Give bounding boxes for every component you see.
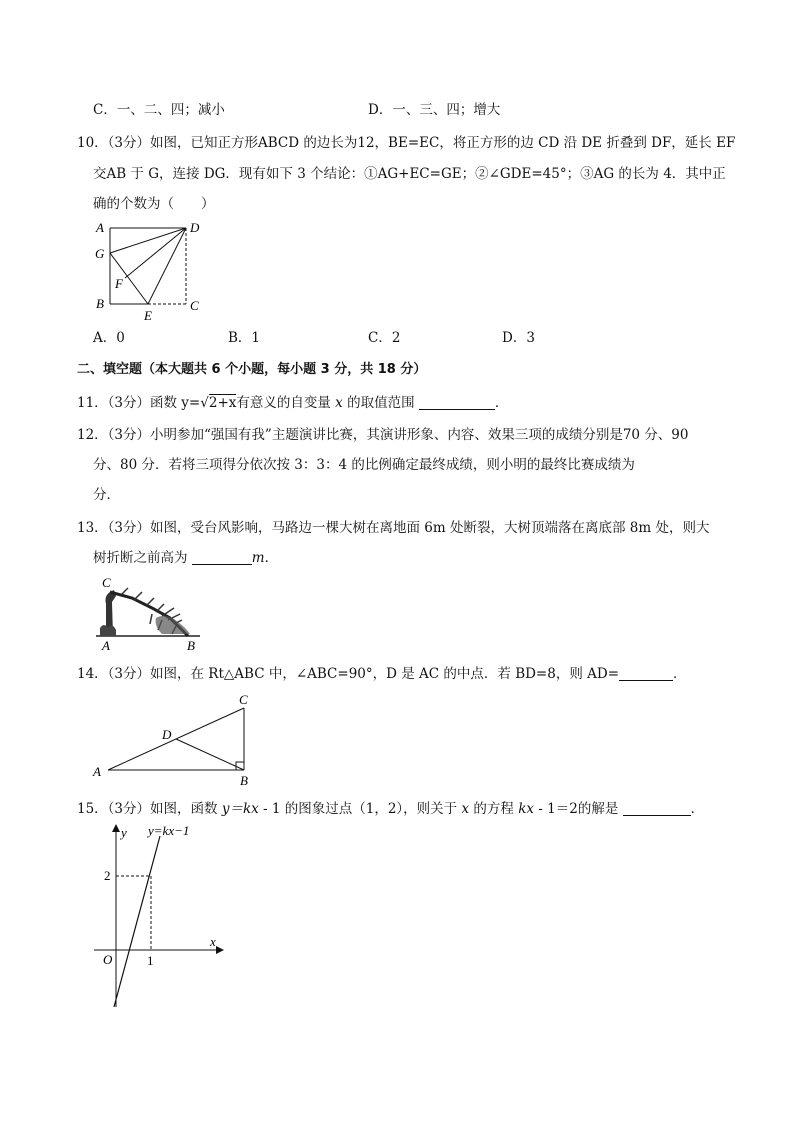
q15-answer-blank[interactable] [623, 801, 691, 816]
label-d: D [190, 220, 200, 235]
label-y: y [121, 825, 127, 840]
q11-radicand: 2+x [208, 395, 237, 411]
q11-suffix: 的取值范围 [342, 395, 415, 411]
label-origin: O [103, 952, 113, 967]
q10-option-d: D．3 [502, 330, 535, 346]
q15-func: y＝kx [221, 801, 259, 817]
label-c: C [239, 692, 248, 707]
q9-option-d: D．一、三、四；增大 [368, 102, 501, 118]
q10-line-3: 确的个数为（ ） [93, 196, 215, 212]
label-b: B [96, 296, 104, 311]
q10-option-c: C．2 [368, 330, 401, 346]
q13-line-2 [93, 543, 278, 573]
q11-mid: 有意义的自变量 [236, 395, 336, 411]
q10-option-b: B．1 [228, 330, 261, 346]
q11-line [77, 388, 508, 418]
q13-line-1: 13．（3分）如图，受台风影响，马路边一棵大树在离地面 6m 处断裂，大树顶端落在离底部 8m 处，则大 [77, 520, 710, 536]
q14-end: ． [673, 666, 687, 682]
q12-line-3: 分． [93, 487, 120, 503]
label-c: C [190, 298, 199, 313]
q15-prefix: 15．（3分）如图，函数 [77, 801, 222, 817]
q15-eq: kx [518, 801, 534, 817]
segment-dg [110, 228, 186, 253]
q13-prefix: 树折断之前高为 [93, 550, 188, 566]
function-line [114, 836, 160, 1007]
q10-line-2: 交AB 于 G，连接 DG．现有如下 3 个结论：①AG+EC=GE；②∠GDE=45°；③AG 的长为 4．其中正 [93, 166, 726, 182]
q11-var: x [335, 395, 343, 411]
label-two: 2 [104, 868, 111, 883]
q10-option-a: A．0 [93, 330, 125, 346]
segment-de [148, 228, 186, 304]
q14-answer-blank[interactable] [619, 666, 673, 681]
label-e: E [144, 308, 152, 323]
sqrt-icon: √ [200, 395, 209, 411]
tree-foliage [156, 616, 190, 634]
label-one: 1 [147, 953, 154, 968]
q15-eq-rest: - 1＝2的解是 [534, 801, 619, 817]
q10-line-1: 10．（3分）如图，已知正方形ABCD 的边长为12，BE=EC，将正方形的边 CD 沿 DE 折叠到 DF，延长 EF [77, 135, 736, 151]
q12-line-1: 12．（3分）小明参加“强国有我”主题演讲比赛，其演讲形象、内容、效果三项的成绩分别是70 分、90 [77, 427, 689, 443]
q13-end: ． [264, 550, 279, 566]
q15-var: x [461, 801, 470, 817]
q15-end: ． [690, 801, 705, 817]
q9-option-c: C．一、二、四；减小 [93, 102, 225, 118]
q10-square-figure [88, 216, 208, 324]
label-d: D [162, 727, 172, 742]
q11-answer-blank[interactable] [419, 395, 495, 410]
segment-df [125, 228, 186, 278]
q11-end: ． [494, 395, 509, 411]
right-angle-mark [236, 762, 244, 770]
label-a: A [102, 638, 110, 652]
q13-tree-figure [92, 574, 204, 652]
label-a: A [93, 764, 101, 779]
label-function: y=kx−1 [148, 823, 190, 838]
q12-line-2: 分、80 分．若将三项得分依次按 3：3：4 的比例确定最终成绩，则小明的最终比赛成绩为 [93, 457, 635, 473]
q14-line [77, 659, 687, 689]
q15-mid: 的方程 [469, 801, 519, 817]
section-2-heading: 二、填空题（本大题共 6 个小题，每小题 3 分，共 18 分） [77, 362, 427, 377]
q15-line [77, 794, 704, 824]
q15-graph-figure [90, 822, 230, 1012]
q14-text: 14．（3分）如图，在 Rt△ABC 中，∠ABC=90°，D 是 AC 的中点．若 BD=8，则 AD= [77, 666, 620, 682]
q15-func-rest: - 1 的图象过点（1，2），则关于 [258, 801, 462, 817]
q14-triangle-figure [90, 690, 260, 790]
q13-unit: m [251, 550, 265, 566]
label-b: B [187, 638, 195, 652]
label-x: x [210, 934, 216, 949]
q13-answer-blank[interactable] [192, 550, 252, 565]
q11-prefix: 11．（3分）函数 y= [77, 395, 201, 411]
label-f: F [115, 276, 123, 291]
label-g: G [95, 246, 105, 261]
label-b: B [240, 773, 248, 788]
label-c: C [102, 575, 111, 590]
label-a: A [96, 220, 104, 235]
segment-bd [176, 739, 244, 770]
